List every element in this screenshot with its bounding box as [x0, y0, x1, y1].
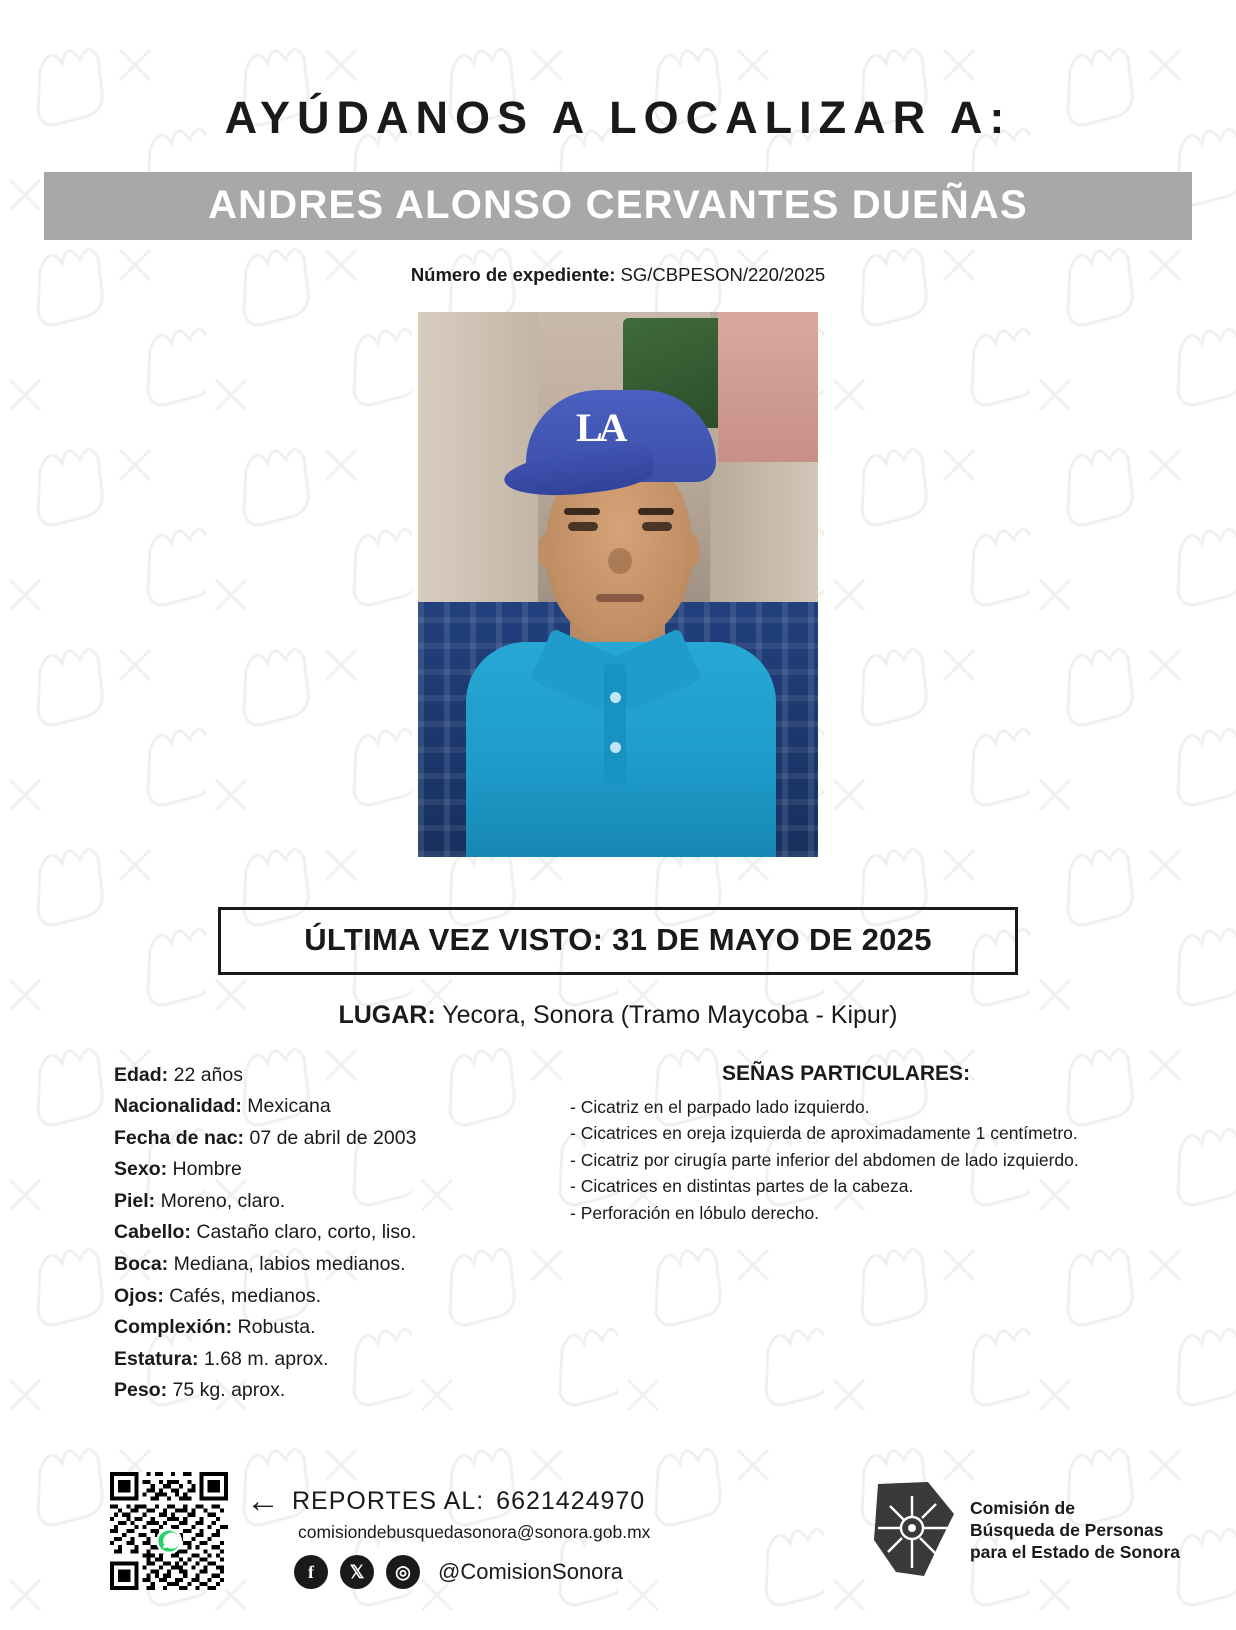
mark-item: - Cicatriz por cirugía parte inferior del abdomen de lado izquierdo. [570, 1149, 1079, 1170]
distinguishing-marks [570, 1060, 1122, 1407]
x-twitter-icon[interactable]: 𝕏 [340, 1555, 374, 1589]
attribute-row [114, 1217, 544, 1249]
last-seen-banner: ÚLTIMA VEZ VISTO: 31 DE MAYO DE 2025 [218, 907, 1018, 975]
photo-container [36, 312, 1200, 857]
attribute-value: 1.68 m. aprox. [203, 1347, 329, 1370]
attribute-label: Fecha de nac: [114, 1126, 245, 1149]
attribute-row [114, 1249, 544, 1281]
photo-mouth [596, 594, 644, 602]
last-seen-container [36, 907, 1200, 975]
attribute-value: 22 años [173, 1063, 243, 1086]
place-row [36, 1001, 1200, 1030]
photo-eye-right [642, 522, 672, 531]
poster-page [0, 30, 1236, 1630]
file-number-row [36, 264, 1200, 286]
instagram-icon[interactable]: ◎ [386, 1555, 420, 1589]
file-number-value: SG/CBPESON/220/2025 [620, 263, 826, 285]
photo-brow-right [638, 508, 674, 515]
attribute-label: Complexión: [114, 1316, 233, 1339]
attribute-label: Peso: [114, 1379, 168, 1402]
details-section [36, 1060, 1200, 1407]
photo-ear-right [684, 534, 700, 568]
facebook-icon[interactable]: f [294, 1555, 328, 1589]
attribute-value: Moreno, claro. [160, 1189, 286, 1212]
contact-block [246, 1472, 848, 1589]
social-links [294, 1555, 848, 1589]
photo-nose [608, 548, 632, 574]
organization-line-1: Comisión de [969, 1497, 1075, 1518]
attribute-value: Castaño claro, corto, liso. [196, 1221, 417, 1244]
attribute-row [114, 1186, 544, 1218]
attribute-label: Piel: [114, 1189, 156, 1212]
attribute-value: Mediana, labios medianos. [173, 1253, 406, 1275]
photo-eye-left [568, 522, 598, 531]
arrow-left-icon: ← [246, 1482, 280, 1521]
attribute-label: Cabello: [114, 1221, 191, 1244]
attribute-value: Mexicana [247, 1095, 331, 1118]
mark-item: - Perforación en lóbulo derecho. [570, 1202, 820, 1223]
photo-button-bottom [610, 742, 621, 753]
attribute-label: Edad: [114, 1063, 169, 1086]
contact-email[interactable]: comisiondebusquedasonora@sonora.gob.mx [298, 1522, 651, 1543]
photo-brow-left [564, 508, 600, 515]
mark-item: - Cicatriz en el parpado lado izquierdo. [570, 1096, 870, 1117]
attribute-label: Boca: [114, 1253, 169, 1275]
file-number-label: Número de expediente: [410, 263, 616, 285]
organization-block [866, 1472, 1180, 1580]
organization-line-3: para el Estado de Sonora [969, 1542, 1180, 1563]
photo-button-top [610, 692, 621, 703]
attribute-label: Sexo: [114, 1158, 168, 1181]
photo-wall [718, 312, 818, 462]
reports-row [246, 1482, 848, 1521]
attribute-row [114, 1123, 544, 1155]
organization-name [970, 1497, 1180, 1564]
attribute-row [114, 1344, 544, 1376]
attribute-row [114, 1281, 544, 1313]
reports-phone[interactable]: 6621424970 [496, 1486, 646, 1515]
attribute-row [114, 1154, 544, 1186]
attribute-label: Nacionalidad: [114, 1095, 242, 1118]
mark-item: - Cicatrices en oreja izquierda de aproximadamente 1 centímetro. [570, 1123, 1078, 1144]
photo-placket [604, 664, 626, 784]
attribute-value: 07 de abril de 2003 [249, 1126, 417, 1149]
attribute-label: Estatura: [114, 1347, 199, 1370]
attribute-label: Ojos: [114, 1284, 164, 1307]
social-handle[interactable]: @ComisionSonora [438, 1559, 623, 1585]
place-label: LUGAR: [338, 1000, 436, 1029]
qr-code[interactable] [110, 1472, 228, 1590]
organization-line-2: Búsqueda de Personas [969, 1519, 1164, 1540]
attribute-row [114, 1060, 544, 1092]
person-photo [418, 312, 818, 857]
attribute-value: Cafés, medianos. [169, 1284, 322, 1307]
attribute-row [114, 1312, 544, 1344]
mark-item: - Cicatrices en distintas partes de la cabeza. [570, 1176, 914, 1197]
photo-ear-left [538, 534, 554, 568]
reports-label: REPORTES AL: [292, 1486, 485, 1515]
attribute-value: 75 kg. aprox. [172, 1379, 286, 1402]
photo-cap-logo: LA [576, 404, 624, 450]
place-value: Yecora, Sonora (Tramo Maycoba - Kipur) [442, 1000, 898, 1029]
attribute-value: Robusta. [237, 1316, 316, 1339]
attributes-list [114, 1060, 544, 1407]
attribute-value: Hombre [172, 1158, 242, 1181]
marks-title: SEÑAS PARTICULARES: [721, 1061, 971, 1085]
footer [0, 1472, 1236, 1590]
page-title: AYÚDANOS A LOCALIZAR A: [224, 92, 1012, 144]
attribute-row [114, 1375, 544, 1407]
sonora-map-logo-icon [866, 1480, 958, 1580]
attribute-row [114, 1091, 544, 1123]
person-name-band: ANDRES ALONSO CERVANTES DUEÑAS [44, 172, 1192, 240]
